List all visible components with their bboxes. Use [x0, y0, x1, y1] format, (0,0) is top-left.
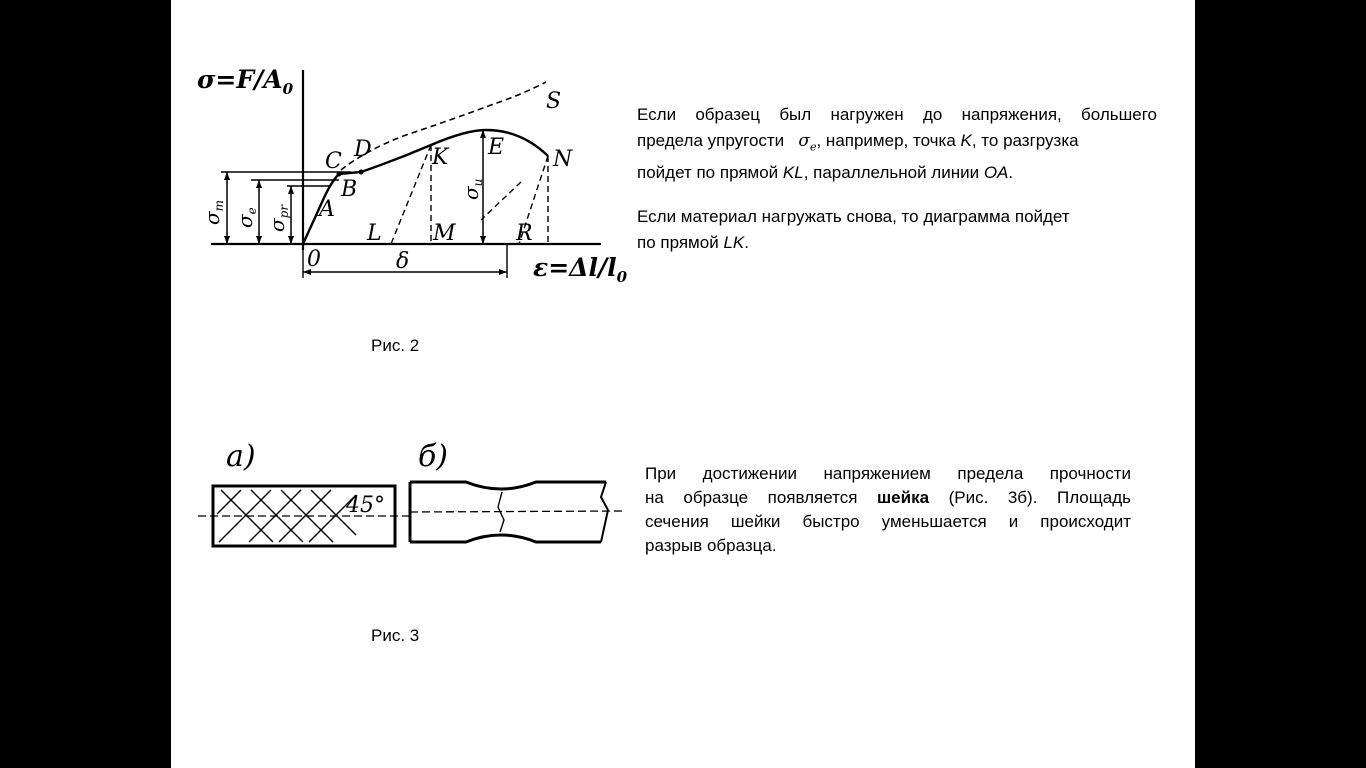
label-R: R: [516, 221, 533, 246]
label-a: a): [226, 439, 256, 474]
label-sigma-pr: $\sigma_{pr}$: [265, 204, 291, 232]
text2-line1: Если материал нагружать снова, то диаграмма пойдет: [637, 207, 1070, 226]
specimen-diagram: [196, 432, 636, 562]
text-block-reloading: [637, 204, 1157, 256]
fig2-caption: Рис. 2: [371, 336, 420, 355]
stress-curve: [303, 130, 548, 244]
axis-line-b: [410, 511, 624, 512]
text3-line2: на образце появляется шейка (Рис. 3б). Площадь: [645, 488, 1131, 507]
slide: [171, 0, 1195, 768]
text-block-necking: [645, 462, 1131, 558]
text3-line4: разрыв образца.: [645, 536, 777, 555]
fig3-caption: Рис. 3: [371, 626, 420, 645]
label-O: 0: [307, 247, 321, 272]
label-delta: δ: [396, 249, 410, 274]
text3-line3: сечения шейки быстро уменьшается и происходит: [645, 512, 1131, 531]
text1-line1: Если образец был нагружен до напряжения, большего: [637, 105, 1157, 124]
x-axis-label: $\varepsilon=\Delta l/l_0$: [533, 253, 628, 286]
label-sigma-t: $\sigma_т$: [200, 199, 226, 225]
stress-strain-diagram: [191, 60, 641, 295]
label-D: D: [354, 137, 372, 162]
neck-term: шейка: [877, 488, 930, 507]
label-E: E: [488, 135, 505, 160]
text3-line1: При достижении напряжением предела прочности: [645, 464, 1131, 483]
label-N: N: [553, 147, 573, 172]
text-block-unloading: [637, 102, 1157, 186]
label-sigma-u: $\sigma_u$: [459, 178, 485, 200]
label-A: A: [319, 197, 335, 222]
label-C: C: [325, 149, 342, 174]
label-L: L: [367, 221, 382, 246]
label-b: б): [418, 439, 449, 474]
label-sigma-e: $\sigma_e$: [233, 207, 259, 228]
text2-line2: по прямой LK.: [637, 233, 749, 252]
label-B: B: [341, 177, 358, 202]
text1-line2: предела упругости $\sigma_e$, например, точка K, то разгрузка: [637, 131, 1079, 154]
text1-line3: пойдет по прямой KL, параллельной линии OA.: [637, 163, 1014, 183]
label-S: S: [546, 89, 562, 114]
sigma-e-symbol: $\sigma_e$: [798, 131, 817, 154]
label-K: K: [432, 145, 449, 170]
y-axis-label: $\sigma=F/A_0$: [197, 65, 294, 98]
angle-label: 45°: [346, 493, 385, 518]
label-M: M: [433, 221, 456, 246]
